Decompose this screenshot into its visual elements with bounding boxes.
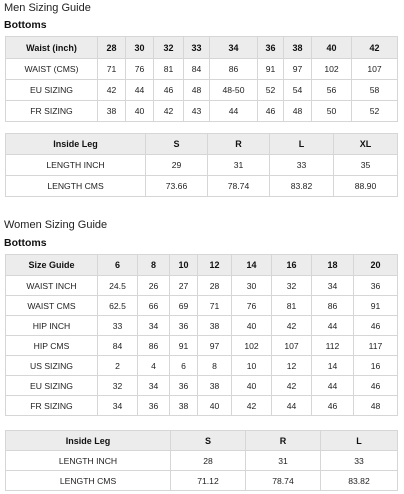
women-section-subtitle: Bottoms xyxy=(4,237,47,249)
table-cell: 107 xyxy=(352,59,398,80)
table-cell: 52 xyxy=(352,101,398,122)
table-header-row xyxy=(6,431,398,451)
table-cell: 14 xyxy=(312,356,354,376)
table-cell: 58 xyxy=(352,80,398,101)
table-cell: 16 xyxy=(354,356,398,376)
row-label: FR SIZING xyxy=(6,396,98,416)
table-cell: 42 xyxy=(154,101,184,122)
table-header-row xyxy=(6,134,398,155)
table-cell: 81 xyxy=(154,59,184,80)
column-header: 12 xyxy=(198,255,232,276)
table-cell: 42 xyxy=(272,316,312,336)
table-cell: 29 xyxy=(146,155,208,176)
table-cell: 42 xyxy=(232,396,272,416)
table-cell: 2 xyxy=(98,356,138,376)
table-cell: 38 xyxy=(98,101,126,122)
column-header: 10 xyxy=(170,255,198,276)
table-row xyxy=(6,396,398,416)
table-cell: 107 xyxy=(272,336,312,356)
table-cell: 28 xyxy=(171,451,246,471)
table-cell: 46 xyxy=(312,396,354,416)
column-header: 16 xyxy=(272,255,312,276)
table-cell: 38 xyxy=(198,316,232,336)
table-cell: 35 xyxy=(334,155,398,176)
table-cell: 71.12 xyxy=(171,471,246,491)
table-cell: 91 xyxy=(354,296,398,316)
table-cell: 117 xyxy=(354,336,398,356)
table-cell: 48 xyxy=(284,101,312,122)
table-cell: 38 xyxy=(198,376,232,396)
table-cell: 42 xyxy=(98,80,126,101)
row-label: EU SIZING xyxy=(6,80,98,101)
row-label: LENGTH INCH xyxy=(6,451,171,471)
table-row xyxy=(6,451,398,471)
table-cell: 34 xyxy=(138,316,170,336)
table-cell: 112 xyxy=(312,336,354,356)
row-label: HIP CMS xyxy=(6,336,98,356)
column-header: R xyxy=(246,431,321,451)
column-header: 20 xyxy=(354,255,398,276)
column-header: 33 xyxy=(184,37,210,59)
table-cell: 32 xyxy=(272,276,312,296)
table-row xyxy=(6,376,398,396)
table-cell: 40 xyxy=(126,101,154,122)
column-header: Size Guide xyxy=(6,255,98,276)
table-cell: 73.66 xyxy=(146,176,208,197)
column-header: Inside Leg xyxy=(6,134,146,155)
column-header: 6 xyxy=(98,255,138,276)
table-cell: 78.74 xyxy=(208,176,270,197)
column-header: 8 xyxy=(138,255,170,276)
table-cell: 97 xyxy=(198,336,232,356)
column-header: Waist (inch) xyxy=(6,37,98,59)
table-row xyxy=(6,276,398,296)
table-cell: 42 xyxy=(272,376,312,396)
table-cell: 8 xyxy=(198,356,232,376)
men-inside-leg-table xyxy=(5,133,398,197)
column-header: L xyxy=(321,431,398,451)
table-cell: 62.5 xyxy=(98,296,138,316)
table-header-row xyxy=(6,255,398,276)
women-inside-leg-table xyxy=(5,430,398,491)
column-header: 34 xyxy=(210,37,258,59)
table-cell: 91 xyxy=(258,59,284,80)
row-label: FR SIZING xyxy=(6,101,98,122)
table-cell: 31 xyxy=(246,451,321,471)
table-cell: 102 xyxy=(312,59,352,80)
men-section-title: Men Sizing Guide xyxy=(4,2,91,14)
table-cell: 76 xyxy=(232,296,272,316)
table-cell: 36 xyxy=(170,376,198,396)
table-cell: 44 xyxy=(126,80,154,101)
table-cell: 32 xyxy=(98,376,138,396)
table-cell: 38 xyxy=(170,396,198,416)
table-cell: 81 xyxy=(272,296,312,316)
table-cell: 78.74 xyxy=(246,471,321,491)
column-header: Inside Leg xyxy=(6,431,171,451)
table-cell: 40 xyxy=(232,316,272,336)
column-header: 36 xyxy=(258,37,284,59)
row-label: LENGTH INCH xyxy=(6,155,146,176)
table-cell: 97 xyxy=(284,59,312,80)
table-cell: 86 xyxy=(312,296,354,316)
row-label: EU SIZING xyxy=(6,376,98,396)
table-cell: 36 xyxy=(138,396,170,416)
table-cell: 44 xyxy=(312,376,354,396)
table-cell: 84 xyxy=(98,336,138,356)
table-cell: 31 xyxy=(208,155,270,176)
row-label: WAIST CMS xyxy=(6,296,98,316)
table-cell: 10 xyxy=(232,356,272,376)
column-header: 32 xyxy=(154,37,184,59)
table-cell: 83.82 xyxy=(270,176,334,197)
table-cell: 48-50 xyxy=(210,80,258,101)
table-row xyxy=(6,316,398,336)
table-cell: 33 xyxy=(321,451,398,471)
table-cell: 88.90 xyxy=(334,176,398,197)
column-header: 14 xyxy=(232,255,272,276)
table-row xyxy=(6,471,398,491)
column-header: 28 xyxy=(98,37,126,59)
table-cell: 6 xyxy=(170,356,198,376)
table-cell: 52 xyxy=(258,80,284,101)
table-cell: 33 xyxy=(270,155,334,176)
table-cell: 46 xyxy=(154,80,184,101)
table-cell: 28 xyxy=(198,276,232,296)
table-cell: 84 xyxy=(184,59,210,80)
table-row xyxy=(6,155,398,176)
row-label: WAIST (CMS) xyxy=(6,59,98,80)
table-header-row xyxy=(6,37,398,59)
table-cell: 26 xyxy=(138,276,170,296)
table-cell: 48 xyxy=(184,80,210,101)
row-label: US SIZING xyxy=(6,356,98,376)
women-bottoms-table xyxy=(5,254,398,416)
table-cell: 56 xyxy=(312,80,352,101)
men-bottoms-table xyxy=(5,36,398,122)
row-label: WAIST INCH xyxy=(6,276,98,296)
table-cell: 44 xyxy=(272,396,312,416)
table-cell: 36 xyxy=(170,316,198,336)
row-label: LENGTH CMS xyxy=(6,471,171,491)
table-row xyxy=(6,59,398,80)
table-cell: 34 xyxy=(138,376,170,396)
table-cell: 34 xyxy=(98,396,138,416)
table-cell: 66 xyxy=(138,296,170,316)
column-header: 42 xyxy=(352,37,398,59)
table-cell: 44 xyxy=(312,316,354,336)
column-header: S xyxy=(146,134,208,155)
table-cell: 34 xyxy=(312,276,354,296)
table-cell: 43 xyxy=(184,101,210,122)
table-row xyxy=(6,356,398,376)
column-header: XL xyxy=(334,134,398,155)
row-label: HIP INCH xyxy=(6,316,98,336)
table-cell: 71 xyxy=(198,296,232,316)
table-cell: 24.5 xyxy=(98,276,138,296)
table-cell: 33 xyxy=(98,316,138,336)
table-cell: 76 xyxy=(126,59,154,80)
column-header: 18 xyxy=(312,255,354,276)
table-cell: 83.82 xyxy=(321,471,398,491)
men-section-subtitle: Bottoms xyxy=(4,19,47,31)
column-header: S xyxy=(171,431,246,451)
table-cell: 46 xyxy=(354,376,398,396)
table-cell: 48 xyxy=(354,396,398,416)
column-header: 30 xyxy=(126,37,154,59)
table-row xyxy=(6,176,398,197)
table-cell: 4 xyxy=(138,356,170,376)
table-cell: 36 xyxy=(354,276,398,296)
table-cell: 40 xyxy=(198,396,232,416)
table-cell: 46 xyxy=(354,316,398,336)
table-cell: 40 xyxy=(232,376,272,396)
column-header: L xyxy=(270,134,334,155)
table-cell: 86 xyxy=(138,336,170,356)
table-cell: 91 xyxy=(170,336,198,356)
row-label: LENGTH CMS xyxy=(6,176,146,197)
table-cell: 30 xyxy=(232,276,272,296)
women-section-title: Women Sizing Guide xyxy=(4,219,108,231)
table-cell: 44 xyxy=(210,101,258,122)
table-cell: 12 xyxy=(272,356,312,376)
table-row xyxy=(6,296,398,316)
table-row xyxy=(6,101,398,122)
table-cell: 102 xyxy=(232,336,272,356)
column-header: R xyxy=(208,134,270,155)
table-cell: 50 xyxy=(312,101,352,122)
table-row xyxy=(6,80,398,101)
table-row xyxy=(6,336,398,356)
table-cell: 69 xyxy=(170,296,198,316)
column-header: 40 xyxy=(312,37,352,59)
table-cell: 46 xyxy=(258,101,284,122)
table-cell: 86 xyxy=(210,59,258,80)
table-cell: 54 xyxy=(284,80,312,101)
table-cell: 71 xyxy=(98,59,126,80)
table-cell: 27 xyxy=(170,276,198,296)
column-header: 38 xyxy=(284,37,312,59)
